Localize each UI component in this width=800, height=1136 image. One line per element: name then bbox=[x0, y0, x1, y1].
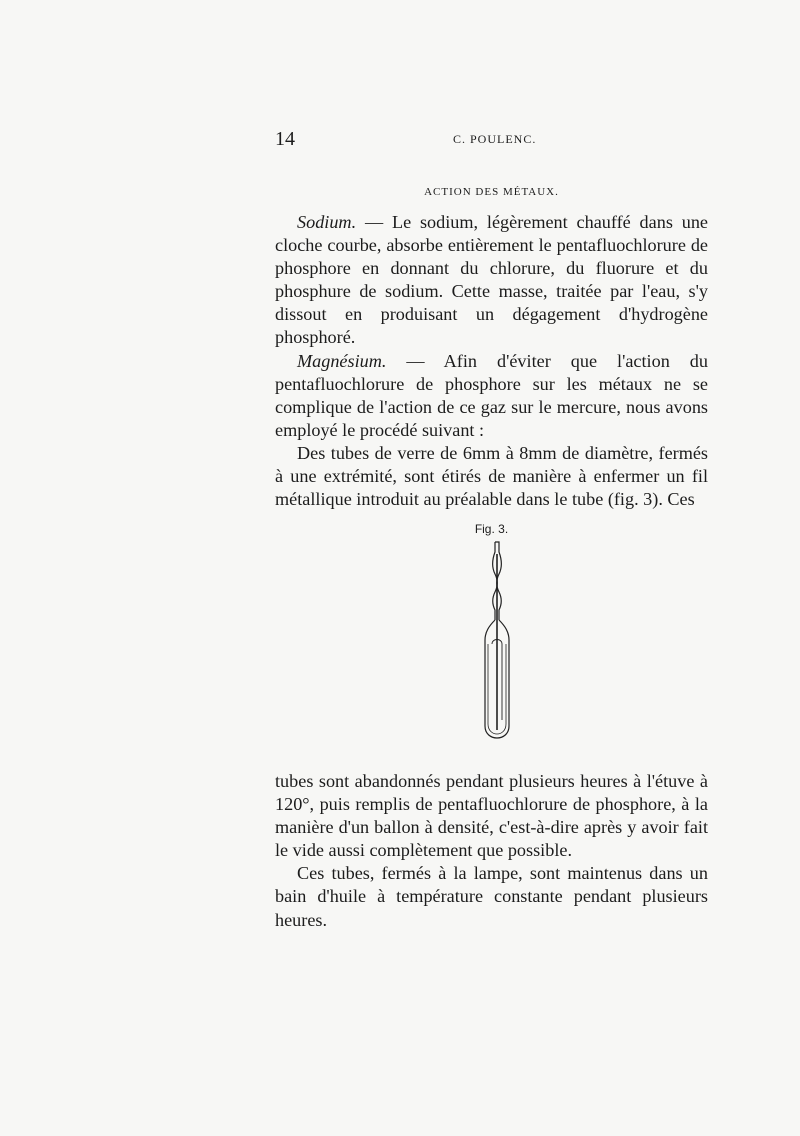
paragraph-text-tubes-sealed: Ces tubes, fermés à la lampe, sont maintenus dans un bain d'huile à température constante pendant plusieurs heures. bbox=[275, 863, 708, 930]
paragraph-magnesium bbox=[275, 350, 708, 442]
paragraph-tubes-intro bbox=[275, 442, 708, 511]
paragraph-tubes-continued bbox=[275, 770, 708, 862]
section-heading: ACTION DES MÉTAUX. bbox=[424, 186, 559, 198]
running-head: C. POULENC. bbox=[453, 132, 537, 146]
body-text-top bbox=[275, 211, 708, 511]
paragraph-text-tubes-intro: Des tubes de verre de 6mm à 8mm de diamètre, fermés à une extrémité, sont étirés de manière à enfermer un fil métallique introduit au préalable dans le tube (fig. 3). Ces bbox=[275, 442, 708, 510]
body-text-bottom bbox=[275, 770, 708, 932]
paragraph-tubes-sealed bbox=[275, 862, 708, 931]
paragraph-text-tubes-continued: tubes sont abandonnés pendant plusieurs heures à l'étuve à 120°, puis remplis de pentafluochlorure de phosphore, à la manière d'un ballon à densité, c'est-à-dire après y avoir fait le vide aussi complètement que possible. bbox=[275, 771, 708, 861]
paragraph-sodium bbox=[275, 211, 708, 350]
page-header bbox=[275, 128, 708, 152]
paragraph-text-magnesium: — Afin d'éviter que l'action du pentafluochlorure de phosphore sur les métaux ne se complique de l'action de ce gaz sur le mercure, nous avons employé le procédé suivant : bbox=[275, 350, 708, 440]
figure-caption: Fig. 3. bbox=[474, 522, 509, 536]
sealed-glass-tube-illustration bbox=[471, 540, 523, 740]
paragraph-lead-magnesium: Magnésium. bbox=[297, 350, 387, 371]
page-number: 14 bbox=[275, 128, 295, 150]
paragraph-lead-sodium: Sodium. bbox=[297, 212, 357, 232]
paragraph-text-sodium: — Le sodium, légèrement chauffé dans une cloche courbe, absorbe entièrement le pentafluochlorure de phosphore en donnant du chlorure, du fluorure et du phosphure de sodium. Cette masse, traitée par l'eau, s'y dissout en produisant un dégagement d'hydrogène phosphoré. bbox=[275, 212, 708, 348]
